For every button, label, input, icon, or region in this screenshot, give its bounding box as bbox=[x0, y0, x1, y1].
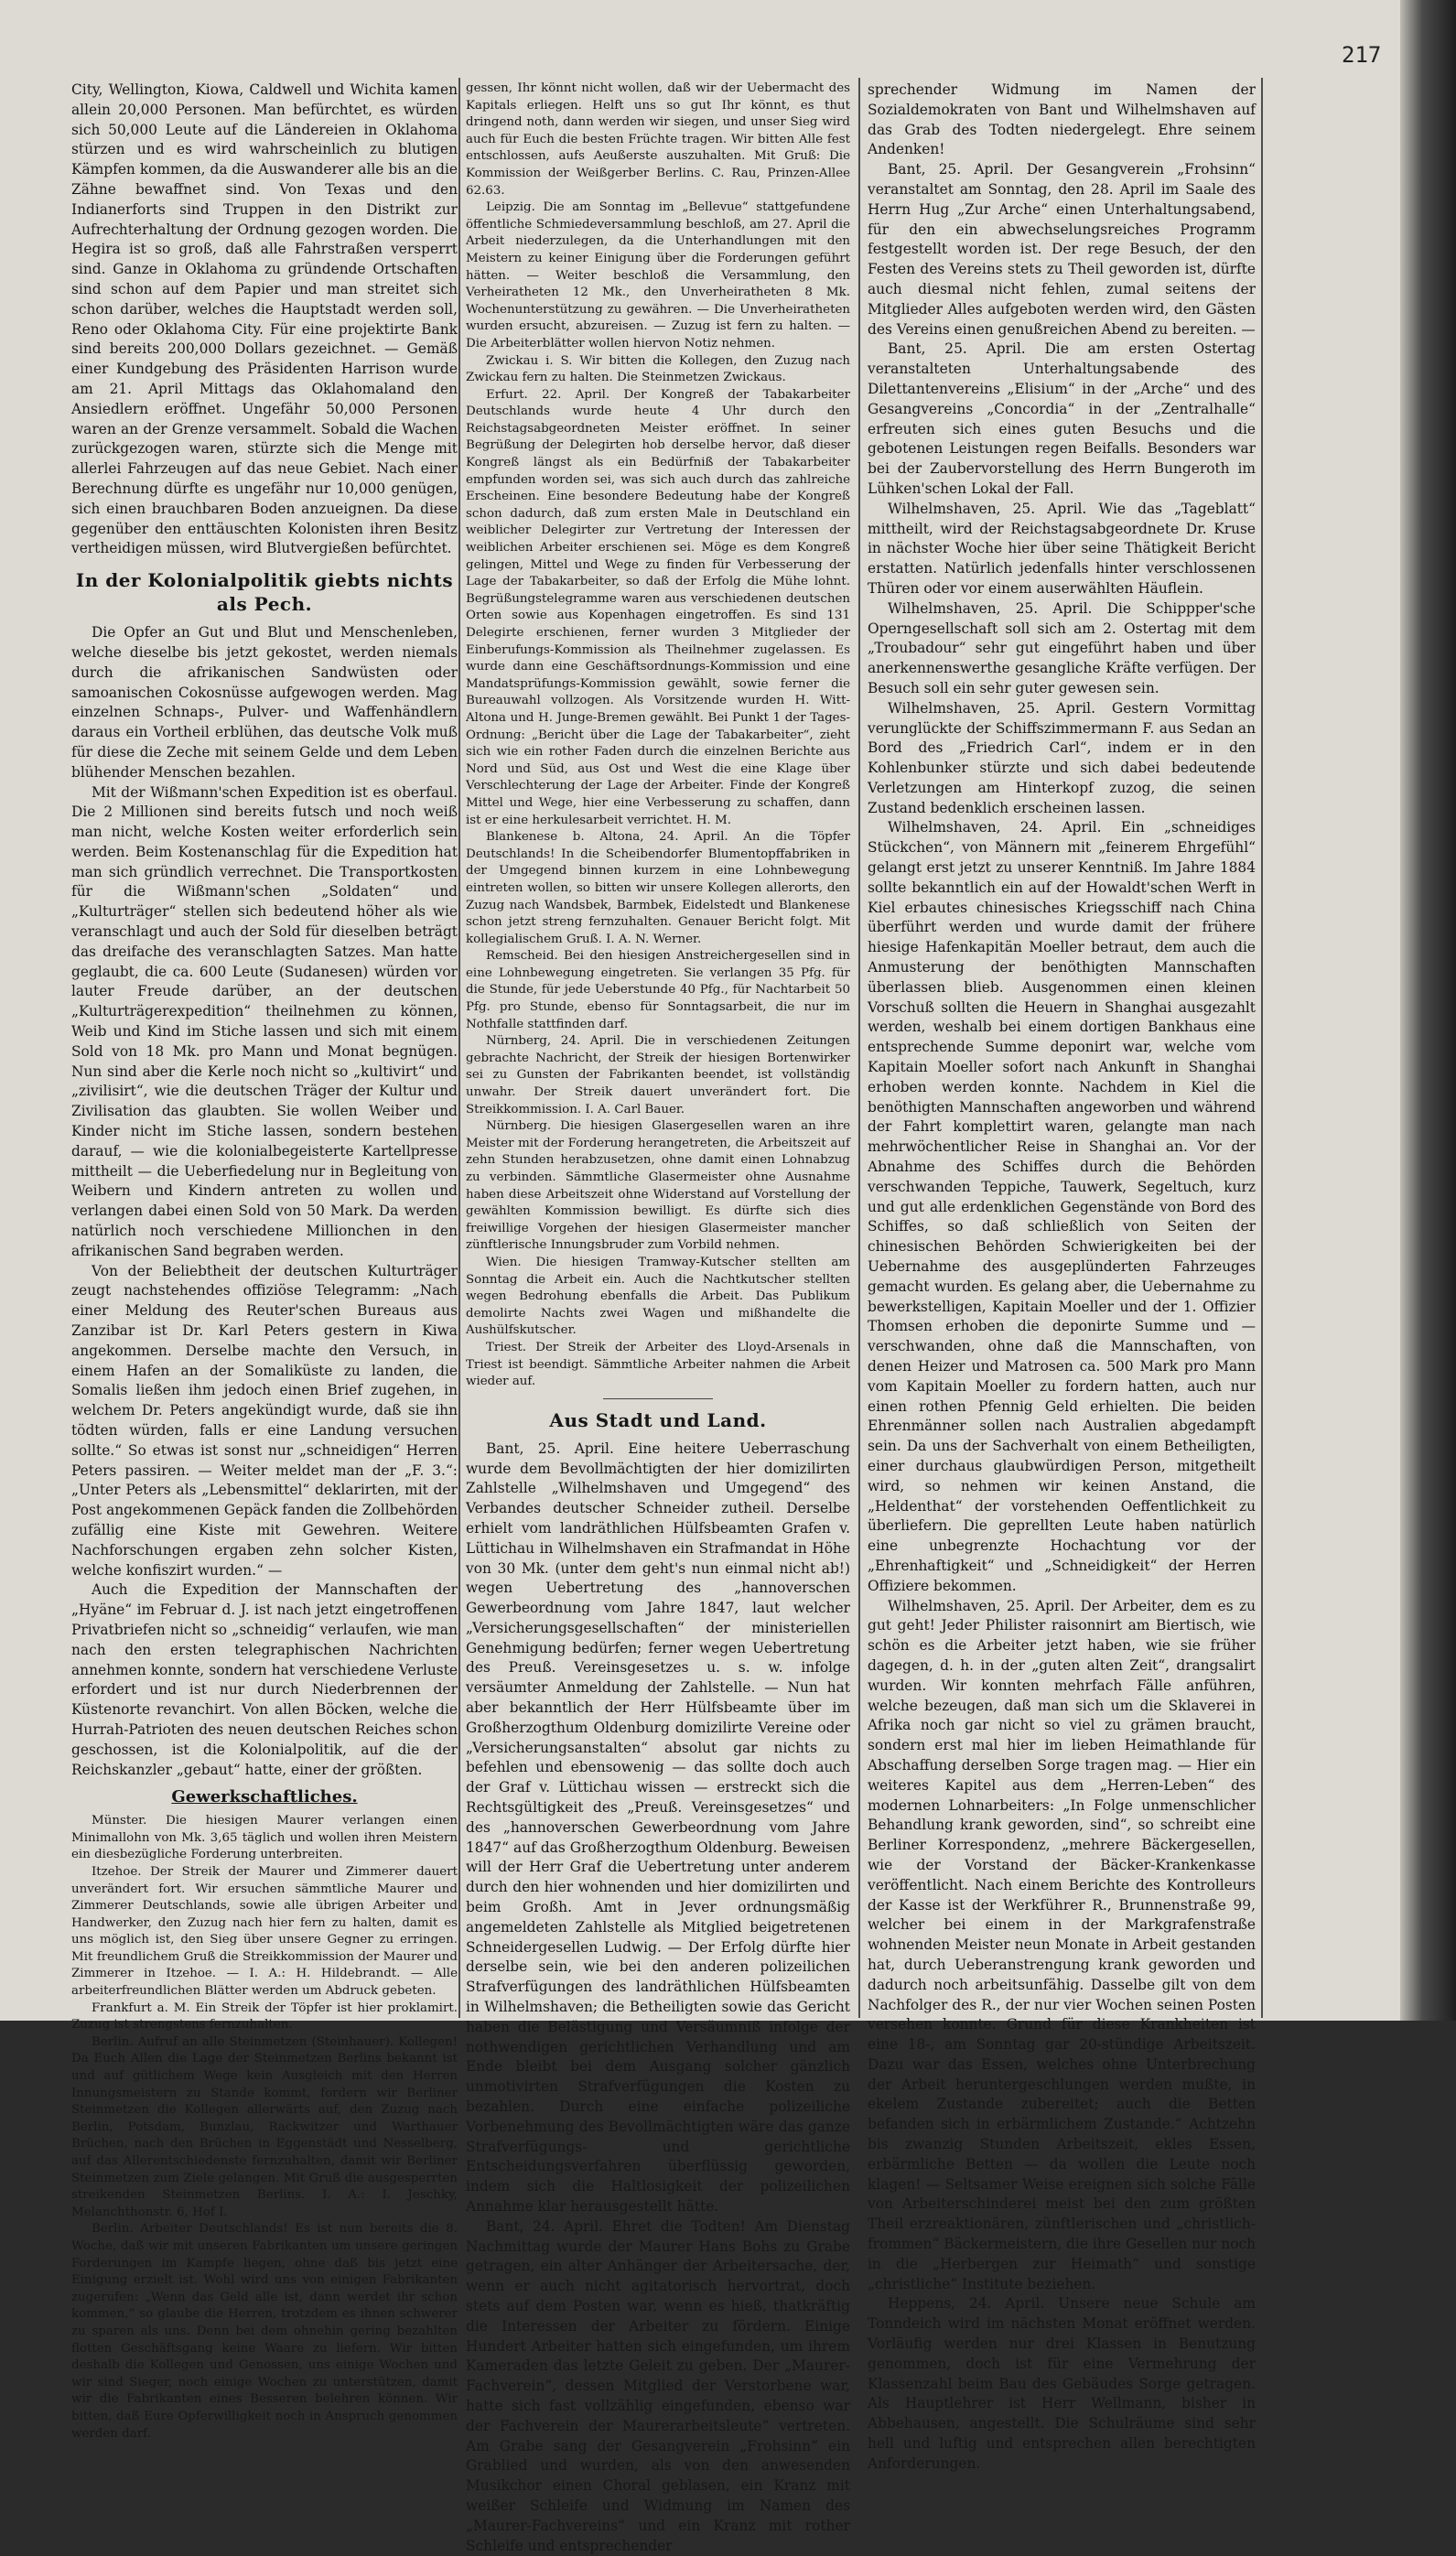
column-rule bbox=[858, 78, 860, 2018]
paragraph: Wilhelmshaven, 25. April. Die Schippper'sche Operngesellschaft soll sich am 2. Ostertag mit dem „Troubadour“ sehr gut eingeführt haben und über anerkennenswerthe gesangliche Kräfte verfügen. Der Besuch soll ein sehr guter gewesen sein. bbox=[868, 599, 1256, 696]
paragraph: Auch die Expedition der Mannschaften der „Hyäne“ im Februar d. J. ist nach jetzt eingetroffenen Privatbriefen nicht so „schneidig“ verlaufen, wie man nach den ersten telegraphischen Nachrichten annehmen konnte, sondern hat verschiedene Verluste erfordert und ist nur durch Niederbrennen der Küstenorte revanchirt. Von allen Böcken, welche die Hurrah-Patrioten des neuen deutschen Reiches schon geschossen, ist die Kolonialpolitik, auf die der Reichskanzler „gebaut“ hatte, einer der größten. bbox=[71, 1581, 458, 1778]
column-rule bbox=[458, 78, 460, 2018]
article-oklahoma: City, Wellington, Kiowa, Caldwell und Wichita kamen allein 20,000 Personen. Man befürchtet, es würden sich 50,000 Leute auf die Ländereien in Oklahoma stürzen und es wird wahrscheinlich zu blutigen Kämpfen kommen, da die Auswanderer alle bis an die Zähne bewaffnet sind. Von Texas und den Indianerforts sind Truppen in den Distrikt zur Aufrechterhaltung der Ordnung gezogen worden. Die Hegira ist so groß, daß alle Fahrstraßen versperrt sind. Ganze in Oklahoma zu gründende Ortschaften sind schon auf dem Papier und man streitet sich schon darüber, welches die Hauptstadt werden soll, Reno oder Oklahoma City. Für eine projektirte Bank sind bereits 200,000 Dollars gezeichnet. — Gemäß einer Kundgebung des Präsidenten Harrison wurde am 21. April Mittags das Oklahomaland den Ansiedlern eröffnet. Ungefähr 50,000 Personen waren an der Grenze versammelt. Sobald die Wachen zurückgezogen waren, stürzte sich die Menge mit allerlei Fahrzeugen auf das neue Gebiet. Nach einer Berechnung dürfte es ungefähr nur 10,000 genügen, sich einen brauchbaren Boden anzueignen. Da diese gegenüber den enttäuschten Kolonisten ihren Besitz vertheidigen müssen, wird Blutvergießen befürchtet. bbox=[71, 81, 458, 557]
heading-kolonialpolitik: In der Kolonialpolitik giebts nichts als Pech. bbox=[75, 569, 454, 616]
news-item: Erfurt. 22. April. Der Kongreß der Tabakarbeiter Deutschlands wurde heute 4 Uhr durch den Reichstagsabgeordneten Meister eröffnet. In seiner Begrüßung der Delegirten hob derselbe hervor, daß dieser Kongreß längst als ein Bedürfniß der Tabakarbeiter empfunden worden sei, was sich auch durch das zahlreiche Erscheinen. Eine besondere Bedeutung habe der Kongreß schon dadurch, daß zum ersten Male in Deutschland ein weiblicher Delegirter zur Vertretung der Interessen der weiblichen Arbeiter erschienen sei. Möge es dem Kongreß gelingen, Mittel und Wege zu finden für Verbesserung der Lage der Tabakarbeiter, so daß der Erfolg die Mühe lohnt. Begrüßungstelegramme waren aus verschiedenen deutschen Orten sowie aus Kopenhagen eingetroffen. Es sind 131 Delegirte erschienen, ferner wurden 3 Mitglieder der Einberufungs-Kommission als Theilnehmer zugelassen. Es wurde dann eine Geschäftsordnungs-Kommission und eine Mandatsprüfungs-Kommission gewählt, sowie ferner die Bureauwahl vollzogen. Als Vorsitzende wurden H. Witt-Altona und H. Junge-Bremen gewählt. Bei Punkt 1 der Tages-Ordnung: „Bericht über die Lage der Tabakarbeiter“, zieht sich wie ein rother Faden durch die einzelnen Berichte aus Nord und Süd, aus Ost und West die eine Klage über Verschlechterung der Lage der Arbeiter. Finde der Kongreß Mittel und Wege, hier eine Verbesserung zu schaffen, dann ist er eine herkulesarbeit verrichtet. H. M. bbox=[466, 387, 850, 827]
news-item: Berlin. Arbeiter Deutschlands! Es ist nun bereits die 8. Woche, daß wir mit unseren Fabrikanten um unsere geringen Forderungen im Kampfe liegen, ohne daß bis jetzt eine Einigung erzielt ist. Wohl wird uns von einigen Fabrikanten zugerufen: „Wenn das Geld alle ist, dann werdet ihr schon kommen,“ so glaube die Herren, trotzdem es ihnen schwerer zu sparen als uns. Denn bei dem ohnehin gering bezahlten flotten Geschäftsgang keine Waare zu liefern. Wir bitten deshalb die Kollegen und Genossen, uns einige Wochen und wir sind Sieger, noch einige Wochen zu unterstützen, damit wir die Fabrikanten eines Besseren belehren können. Wir bitten, daß Eure Opferwilligkeit noch in Anspruch genommen werden darf. bbox=[71, 2222, 458, 2441]
news-item: Nürnberg, 24. April. Die in verschiedenen Zeitungen gebrachte Nachricht, der Streik der hiesigen Bortenwirker sei zu Gunsten der Fabrikanten beendet, ist vollständig unwahr. Der Streik dauert unverändert fort. Die Streikkommission. I. A. Carl Bauer. bbox=[466, 1034, 850, 1116]
binding-edge bbox=[1400, 0, 1456, 2021]
column-2 bbox=[466, 81, 850, 2554]
news-item: Berlin. Aufruf an alle Steinmetzen (Steinhauer). Kollegen! Da Euch Allen die Lage der Steinmetzen Berlins bekannt ist und auf gütlichem Wege kein Ausgleich mit den Herren Innungsmeistern zu Stande kommt, fordern wir Berliner Steinmetzen die Kollegen allerwärts auf, den Zuzug nach Berlin, Potsdam, Bunzlau, Rackwitzer und Warthauer Brüchen, nach den Brüchen in Eggenstädt und Nesselberg, auf das Allerentschiedenste fernzuhalten, damit wir Berliner Steinmetzen zum Ziele gelangen. Mit Gruß die ausgesperrten streikenden Steinmetzen Berlins. I. A.: I. Jeschky, Melanchthonstr. 6, Hof I. bbox=[71, 2034, 458, 2219]
news-item: Münster. Die hiesigen Maurer verlangen einen Minimallohn von Mk. 3,65 täglich und wollen ihren Meistern ein diesbezügliche Forderung unterbreiten. bbox=[71, 1814, 458, 1862]
divider bbox=[603, 1398, 713, 1399]
paragraph: Von der Beliebtheit der deutschen Kulturträger zeugt nachstehendes offiziöse Telegramm: „Nach einer Meldung des Reuter'schen Bureaus aus Zanzibar ist Dr. Karl Peters gestern in Kiwa angekommen. Derselbe machte den Versuch, in einem Hafen an der Somaliküste zu landen, die Somalis ließen ihm jedoch einen Brief zugehen, in welchem Dr. Peters angekündigt wurde, daß sie ihn tödten würden, falls er eine Landung versuchen sollte.“ So etwas ist sonst nur „schneidigen“ Herren Peters passiren. — Weiter meldet man der „F. 3.“: „Unter Peters als „Lebensmittel“ deklarirten, mit der Post angekommenen Gepäck fanden die Zollbehörden zufällig eine Kiste mit Gewehren. Weitere Nachforschungen ergaben zehn solcher Kisten, welche konfiszirt wurden.“ — bbox=[71, 1262, 458, 1579]
news-item: Zwickau i. S. Wir bitten die Kollegen, den Zuzug nach Zwickau fern zu halten. Die Steinmetzen Zwickaus. bbox=[466, 353, 850, 385]
news-item: Triest. Der Streik der Arbeiter des Lloyd-Arsenals in Triest ist beendigt. Sämmtliche Arbeiter nahmen die Arbeit wieder auf. bbox=[466, 1340, 850, 1389]
paragraph: Bant, 25. April. Die am ersten Ostertag veranstalteten Unterhaltungsabende des Dilettantenvereins „Elisium“ in der „Arche“ und des Gesangvereins „Concordia“ in der „Zentralhalle“ erfreuten sich eines guten Besuchs und die gebotenen Leistungen regen Beifalls. Besonders war bei der Zaubervorstellung des Herrn Bungeroth im Lühken'schen Lokal der Fall. bbox=[868, 340, 1256, 497]
column-1 bbox=[71, 81, 458, 2441]
news-item: Wien. Die hiesigen Tramway-Kutscher stellten am Sonntag die Arbeit ein. Auch die Nachtkutscher stellten wegen Bedrohung ebenfalls die Arbeit. Das Publikum demolirte Nachts zwei Wagen und mißhandelte die Aushülfskutscher. bbox=[466, 1255, 850, 1338]
news-item: gessen, Ihr könnt nicht wollen, daß wir der Uebermacht des Kapitals erliegen. Helft uns so gut Ihr könnt, es thut dringend noth, dann werden wir siegen, und unser Sieg wird auch für Euch die besten Früchte tragen. Wir bitten Alle fest entschlossen, aufs Aeußerste auszuhalten. Mit Gruß: Die Kommission der Weißgerber Berlins. C. Rau, Prinzen-Allee 62.63. bbox=[466, 81, 850, 198]
news-item: Blankenese b. Altona, 24. April. An die Töpfer Deutschlands! In die Scheibendorfer Blumentopffabriken in der Umgegend binnen kurzem in eine Lohnbewegung eintreten wollen, so bitten wir unsere Kollegen allerorts, den Zuzug nach Wandsbek, Barmbek, Eidelstedt und Blankenese schon jetzt streng fernzuhalten. Genauer Bericht folgt. Mit kollegialischem Gruß. I. A. N. Werner. bbox=[466, 830, 850, 946]
paragraph: sprechender Widmung im Namen der Sozialdemokraten von Bant und Wilhelmshaven auf das Grab des Todten niedergelegt. Ehre seinem Andenken! bbox=[868, 81, 1256, 158]
paragraph: Heppens, 24. April. Unsere neue Schule am Tonndeich wird im nächsten Monat eröffnet werden. Vorläufig werden nur drei Klassen in Benutzung genommen, doch ist für eine Vermehrung der Klassenzahl beim Bau des Gebäudes Sorge getragen. Als Hauptlehrer ist Herr Wellmann, bisher in Abbehausen, angestellt. Die Schulräume sind sehr hell und luftig und entsprechen allen berechtigten Anforderungen. bbox=[868, 2295, 1256, 2472]
paragraph: Wilhelmshaven, 24. April. Ein „schneidiges Stückchen“, von Männern mit „feinerem Ehrgefühl“ gelangt erst jetzt zu unserer Kenntniß. Im Jahre 1884 sollte bekanntlich ein auf der Howaldt'schen Werft in Kiel erbautes chinesisches Kriegsschiff nach China überführt werden und wurde damit der frühere hiesige Hafenkapitän Moeller betraut, dem auch die Anmusterung der benöthigten Mannschaften überlassen blieb. Ausgenommen einen kleinen Vorschuß sollten die Heuern in Shanghai ausgezahlt werden, weshalb bei einem dortigen Bankhaus eine entsprechende Summe deponirt war, welche vom Kapitain Moeller sofort nach Ankunft in Shanghai erhoben werden konnte. Nachdem in Kiel die benöthigten Mannschaften angeworben und während der Fahrt komplettirt waren, gelangte man nach mehrwöchentlicher Reise in Shanghai an. Vor der Abnahme des Schiffes durch die Behörden verschwanden Teppiche, Tauwerk, Segeltuch, kurz und gut alle erdenklichen Gegenstände von Bord des Schiffes, so daß schließlich von Seiten der chinesischen Behörden Schwierigkeiten bei der Uebernahme des ausgeplünderten Fahrzeuges gemacht wurden. Es gelang aber, die Uebernahme zu bewerkstelligen, Kapitain Moeller und der 1. Offizier Thomsen erhoben die deponirte Summe und — verschwanden, ohne daß die Mannschaften, von denen Heizer und Matrosen ca. 500 Mark pro Mann vom Kapitain Moeller zu fordern hatten, auch nur einen rothen Pfennig Geld erhielten. Die beiden Ehrenmänner sollen nach Australien abgedampft sein. Da uns der Sachverhalt von einem Betheiligten, einer durchaus glaubwürdigen Person, mitgetheilt wird, so nehmen wir keinen Anstand, die „Heldenthat“ der vorstehenden Oeffentlichkeit zu überliefern. Die geprellten Leute haben natürlich eine unbegrenzte Hochachtung vor der „Ehrenhaftigkeit“ und „Schneidigkeit“ der Herren Offiziere bekommen. bbox=[868, 819, 1256, 1594]
heading-aus-stadt-und-land: Aus Stadt und Land. bbox=[549, 1408, 767, 1431]
paragraph: Bant, 25. April. Eine heitere Ueberraschung wurde dem Bevollmächtigten der hier domizilirten Zahlstelle „Wilhelmshaven und Umgegend“ des Verbandes deutscher Schneider zutheil. Derselbe erhielt vom landräthlichen Hülfsbeamten Grafen v. Lüttichau in Wilhelmshaven ein Strafmandat in Höhe von 30 Mk. (unter dem geht's nun einmal nicht ab!) wegen Uebertretung des „hannoverschen Gewerbeordnung vom Jahre 1847, laut welcher „Versicherungsgesellschaften“ der ministeriellen Genehmigung bedürfen; ferner wegen Uebertretung des Preuß. Vereinsgesetzes u. s. w. infolge versäumter Anmeldung der Zahlstelle. — Nun hat aber bekanntlich der Herr Hülfsbeamte über im Großherzogthum Oldenburg domizilirte Vereine oder „Versicherungsanstalten“ absolut gar nichts zu befehlen und ebensowenig — das sollte doch auch der Graf v. Lüttichau wissen — erstreckt sich die Rechtsgültigkeit des „Preuß. Vereinsgesetzes“ und des „hannoverschen Gewerbeordnung vom Jahre 1847“ auf das Großherzogthum Oldenburg. Beweisen will der Herr Graf die Uebertretung unter anderem durch den hier wohnenden und hier domizilirten und beim Großh. Amt in Jever ordnungsmäßig angemeldeten Zahlstelle als Mitglied beigetretenen Schneidergesellen Ludwig. — Der Erfolg dürfte hier derselbe sein, wie bei den anderen polizeilichen Strafverfügungen des landräthlichen Hülfsbeamten in Wilhelmshaven; die Betheiligten sowie das Gericht haben die Belästigung und Versäumniß infolge der nothwendigen gerichtlichen Verhandlung und am Ende bleibt bei dem Ausgang solcher gänzlich unmotivirten Strafverfügungen die Kosten zu bezahlen. Durch eine einfache polizeiliche Vorbenehmung des Bevollmächtigten wäre das ganze Strafverfügungs- und gerichtliche Entscheidungsverfahren überflüssig geworden, indem sich die Haltlosigkeit der polizeilichen Annahme klar herausgestellt hätte. bbox=[466, 1440, 850, 2215]
column-rule bbox=[1261, 78, 1263, 2018]
column-3 bbox=[868, 81, 1256, 2472]
paragraph: Wilhelmshaven, 25. April. Wie das „Tageblatt“ mittheilt, wird der Reichstagsabgeordnete Dr. Kruse in nächster Woche hier über seine Thätigkeit Bericht erstatten. Natürlich jedenfalls hinter verschlossenen Thüren oder vor einem auserwählten Häuflein. bbox=[868, 500, 1256, 597]
paragraph: Wilhelmshaven, 25. April. Der Arbeiter, dem es zu gut geht! Jeder Philister raisonnirt am Biertisch, wie schön es die Arbeiter jetzt haben, wie sie früher dagegen, d. h. in der „guten alten Zeit“, drangsalirt wurden. Wir konnten mehrfach Fälle anführen, welche bezeugen, daß man sich um die Sklaverei in Afrika noch gar nicht so viel zu grämen braucht, sondern erst mal hier im lieben Heimathlande für Abschaffung derselben Sorge tragen mag. — Hier ein weiteres Kapitel aus dem „Herren-Leben“ des modernen Lohnarbeiters: „In Folge unmenschlicher Behandlung krank geworden, sind“, so schreibt eine Berliner Korrespondenz, „mehrere Bäckergesellen, wie der Vorstand der Bäcker-Krankenkasse veröffentlicht. Nach einem Berichte des Kontrolleurs der Kasse ist der Werkführer R., Brunnenstraße 99, welcher bei einem in der Markgrafenstraße wohnenden Meister neun Monate in Arbeit gestanden hat, durch Ueberanstrengung krank geworden und dadurch noch arbeitsunfähig. Dasselbe gilt von dem Nachfolger des R., der nur vier Wochen seinen Posten versehen konnte. Grund für diese Krankheiten ist eine 18-, am Sonntag gar 20-stündige Arbeitszeit. Dazu war das Essen, welches ohne Unterbrechung der Arbeit heruntergeschlungen werden mußte, in ekelem Zustande zubereitet; auch die Betten befanden sich in erbärmlichem Zustande.“ Achtzehn bis zwanzig Stunden Arbeitszeit, ekles Essen, erbärmliche Betten — da wollen die Leute noch klagen! — Seltsamer Weise ereignen sich solche Fälle von Arbeiterschinderei meist bei den zum größten Theil erzreaktionären, zünftlerischen und „christlich-frommen“ Bäckermeistern, die ihre Gesellen nur noch in die „Herbergen zur Heimath“ und sonstige „christliche“ Institute beziehen. bbox=[868, 1597, 1256, 2292]
news-item: Itzehoe. Der Streik der Maurer und Zimmerer dauert unverändert fort. Wir ersuchen sämmtliche Maurer und Zimmerer Deutschlands, sowie alle übrigen Arbeiter und Handwerker, den Zuzug nach hier fern zu halten, damit es uns möglich ist, den Sieg über unsere Gegner zu erringen. Mit freundlichem Gruß die Streikkommission der Maurer und Zimmerer in Itzehoe. — I. A.: H. Hildebrandt. — Alle arbeiterfreundlichen Blätter werden um Abdruck gebeten. bbox=[71, 1864, 458, 1999]
heading-gewerkschaftliches: Gewerkschaftliches. bbox=[171, 1787, 358, 1807]
news-item: Nürnberg. Die hiesigen Glasergesellen waren an ihre Meister mit der Forderung herangetreten, die Arbeitszeit auf zehn Stunden herabzusetzen, ohne damit einen Lohnabzug zu verbinden. Sämmtliche Glasermeister ohne Ausnahme haben diese Arbeitszeit ohne Widerstand auf Vorstellung der gewählten Kommission bewilligt. Es dürfte sich dies freiwillige Vorgehen der hiesigen Glasermeister mancher zünftlerische Innungsbruder zum Vorbild nehmen. bbox=[466, 1119, 850, 1253]
page-number: 217 bbox=[1342, 42, 1382, 68]
paragraph: Wilhelmshaven, 25. April. Gestern Vormittag verunglückte der Schiffszimmermann F. aus Sedan an Bord des „Friedrich Carl“, indem er in den Kohlenbunker stürzte und sich dabei bedeutende Verletzungen am Hinterkopf zuzog, die seinen Zustand bedenklich erscheinen lassen. bbox=[868, 699, 1256, 816]
news-item: Leipzig. Die am Sonntag im „Bellevue“ stattgefundene öffentliche Schmiedeversammlung beschloß, am 27. April die Arbeit niederzulegen, da die Unterhandlungen mit den Meistern zu keiner Einigung über die Forderungen geführt hätten. — Weiter beschloß die Versammlung, den Verheiratheten 12 Mk., den Unverheiratheten 8 Mk. Wochenunterstützung zu gewähren. — Die Unverheiratheten wurden ersucht, abzureisen. — Zuzug ist fern zu halten. — Die Arbeiterblätter wollen hiervon Notiz nehmen. bbox=[466, 200, 850, 351]
news-item: Remscheid. Bei den hiesigen Anstreichergesellen sind in eine Lohnbewegung eingetreten. Sie verlangen 35 Pfg. für die Stunde, für jede Ueberstunde 40 Pfg., für Nachtarbeit 50 Pfg. pro Stunde, ebenso für Sonntagsarbeit, die nur im Nothfalle stattfinden darf. bbox=[466, 949, 850, 1031]
news-item: Frankfurt a. M. Ein Streik der Töpfer ist hier proklamirt. Zuzug ist strengstens fernzuhalten. bbox=[71, 2001, 458, 2033]
paragraph: Die Opfer an Gut und Blut und Menschenleben, welche dieselbe bis jetzt gekostet, werden niemals durch die afrikanischen Sandwüsten oder samoanischen Cokosnüsse aufgewogen werden. Mag einzelnen Schnaps-, Pulver- und Waffenhändlern daraus ein Vortheil erblühen, das deutsche Volk muß für diese die Zeche mit seinem Gelde und dem Leben blühender Menschen bezahlen. bbox=[71, 624, 458, 781]
paragraph: Mit der Wißmann'schen Expedition ist es oberfaul. Die 2 Millionen sind bereits futsch und noch weiß man nicht, welche Kosten weiter erforderlich sein werden. Beim Kostenanschlag für die Expedition hat man sich gründlich verrechnet. Die Transportkosten für die Wißmann'schen „Soldaten“ und „Kulturträger“ stellen sich bedeutend höher als wie veranschlagt und auch der Sold für dieselben beträgt das dreifache des veranschlagten Satzes. Man hatte geglaubt, die ca. 600 Leute (Sudanesen) würden vor lauter Freude darüber, an der deutschen „Kulturträgerexpedition“ theilnehmen zu können, Weib und Kind im Stiche lassen und sich mit einem Sold von 18 Mk. pro Mann und Monat begnügen. Nun sind aber die Kerle noch nicht so „kultivirt“ und „zivilisirt“, wie die deutschen Träger der Kultur und Zivilisation das glaubten. Sie wollen Weiber und Kinder nicht im Stiche lassen, sondern bestehen darauf, — wie die kolonialbegeisterte Kartellpresse mittheilt — die Ueberfiedelung nur in Begleitung von Weibern und Kindern antreten zu wollen und verlangen dabei einen Sold von 50 Mark. Da werden natürlich noch verschiedene Millionchen in den afrikanischen Sand begraben werden. bbox=[71, 783, 458, 1259]
paragraph: Bant, 24. April. Ehret die Todten! Am Dienstag Nachmittag wurde der Maurer Hans Bohs zu Grabe getragen, ein alter Anhänger der Arbeitersache, der, wenn er auch nicht agitatorisch hervortrat, doch stets auf dem Posten war, wenn es hieß, thatkräftig die Interessen der Arbeiter zu fördern. Einige Hundert Arbeiter hatten sich eingefunden, um ihrem Kameraden das letzte Geleit zu geben. Der „Maurer-Fachverein“, dessen Mitglied der Verstorbene war, hatte sich fast vollzählig eingefunden, ebenso war der Fachverein der Maurerarbeitsleute“ vertreten. Am Grabe sang der Gesangverein „Frohsinn“ ein Grablied und wurden, als von den anwesenden Musikchor einen Choral geblasen, ein Kranz mit weißer Schleife und Widmung im Namen des „Maurer-Fachvereins“ und ein Kranz mit rother Schleife und entsprechender bbox=[466, 2217, 850, 2554]
paragraph: Bant, 25. April. Der Gesangverein „Frohsinn“ veranstaltet am Sonntag, den 28. April im Saale des Herrn Hug „Zur Arche“ einen Unterhaltungsabend, für den ein abwechselungsreiches Programm festgestellt worden ist. Der rege Besuch, der den Festen des Vereins stets zu Theil geworden ist, dürfte auch diesmal nicht fehlen, zumal seitens der Mitglieder Alles aufgeboten werden wird, den Gästen des Vereins einen genußreichen Abend zu bereiten. — bbox=[868, 161, 1256, 338]
